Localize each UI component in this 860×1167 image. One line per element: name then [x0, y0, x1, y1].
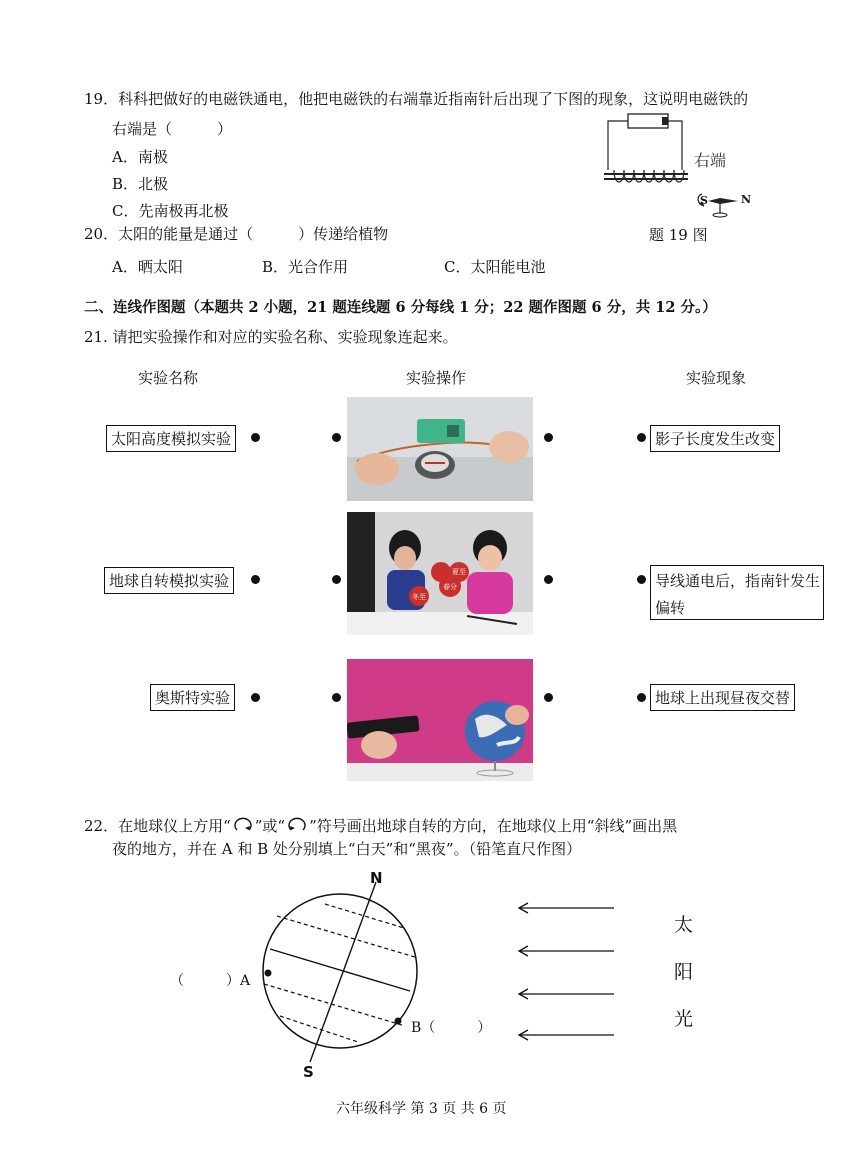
q19-right-end-label: 右端 [694, 151, 727, 170]
q22-globe-diagram [240, 866, 430, 1082]
q22-south-label: S [303, 1063, 314, 1081]
q21-dot-phen-2[interactable] [637, 575, 646, 584]
q21-header-phenomenon: 实验现象 [686, 369, 747, 387]
q21-photo-wire-compass [347, 397, 533, 501]
q21-prompt: 21. 请把实验操作和对应的实验名称、实验现象连起来。 [84, 328, 458, 346]
q21-dot-name-1[interactable] [251, 433, 260, 442]
q19-s-label: S [700, 194, 708, 207]
q21-phen-day-night: 地球上出现昼夜交替 [650, 684, 795, 711]
clockwise-arrow-icon [231, 815, 255, 835]
q19-figure [600, 108, 760, 223]
q19-option-c: C．先南极再北极 [112, 202, 229, 220]
q21-photo2-label-summer: 夏至 [452, 568, 466, 576]
q22-point-a-label[interactable]: （ ）A [170, 973, 251, 989]
q21-dot-photo-left-3[interactable] [332, 693, 341, 702]
q21-dot-phen-3[interactable] [637, 693, 646, 702]
q20-option-a: A．晒太阳 [112, 258, 183, 276]
q19-n-label: N [741, 193, 752, 206]
q22-sun-char-1: 太 [674, 914, 694, 936]
q22-sunlight-arrows [514, 896, 618, 1046]
page-footer: 六年级科学 第 3 页 共 6 页 [336, 1101, 507, 1117]
q21-photo-children-globe [347, 512, 533, 635]
q22-point-b-label[interactable]: B（ ） [411, 1020, 492, 1036]
q21-photo2-label-spring: 春分 [443, 583, 457, 591]
q22-sun-char-3: 光 [674, 1008, 694, 1030]
q21-name-sun-height: 太阳高度模拟实验 [106, 425, 236, 452]
q19-option-a: A．南极 [112, 148, 168, 166]
q21-dot-name-2[interactable] [251, 575, 260, 584]
q21-phen-compass-line2: 偏转 [655, 599, 686, 617]
q21-phen-compass-box [650, 565, 824, 620]
q20-option-b: B．光合作用 [262, 258, 349, 276]
q21-header-name: 实验名称 [138, 369, 199, 387]
section-2-heading: 二、连线作图题（本题共 2 小题，21 题连线题 6 分每线 1 分；22 题作图题 6 分，共 12 分。） [84, 299, 717, 316]
q20-option-c: C．太阳能电池 [444, 258, 546, 276]
q21-dot-photo-right-3[interactable] [544, 693, 553, 702]
q21-dot-name-3[interactable] [251, 693, 260, 702]
q21-photo2-label-winter: 冬至 [412, 593, 426, 601]
q21-header-operation: 实验操作 [406, 369, 467, 387]
q21-dot-photo-left-1[interactable] [332, 433, 341, 442]
q21-dot-photo-right-2[interactable] [544, 575, 553, 584]
q22-stem-part1: 22．在地球仪上方用“ [84, 817, 231, 835]
q21-phen-compass-line1: 导线通电后，指南针发生 [655, 572, 821, 590]
q22-sun-char-2: 阳 [674, 961, 694, 983]
q19-stem-line2: 右端是（ ） [112, 120, 233, 138]
counterclockwise-arrow-icon [285, 815, 309, 835]
q21-name-oersted: 奥斯特实验 [150, 684, 235, 711]
q21-phen-shadow: 影子长度发生改变 [650, 425, 780, 452]
q21-dot-photo-left-2[interactable] [332, 575, 341, 584]
q22-stem-part2: ”或“ [254, 817, 286, 835]
q22-stem-line1 [84, 815, 677, 836]
q20-stem: 20．太阳的能量是通过（ ）传递给植物 [84, 225, 389, 243]
q19-figure-caption: 题 19 图 [649, 226, 708, 244]
q22-stem-part3: ”符号画出地球自转的方向，在地球仪上用“斜线”画出黑 [309, 817, 678, 835]
q21-dot-phen-1[interactable] [637, 433, 646, 442]
q21-photo-globe-flashlight [347, 659, 533, 781]
q22-north-label: N [370, 869, 383, 887]
q19-option-b: B．北极 [112, 175, 169, 193]
q21-dot-photo-right-1[interactable] [544, 433, 553, 442]
q21-name-earth-rotation: 地球自转模拟实验 [104, 567, 234, 594]
q22-stem-line2: 夜的地方，并在 A 和 B 处分别填上“白天”和“黑夜”。（铅笔直尺作图） [112, 840, 582, 858]
q19-stem-line1: 19．科科把做好的电磁铁通电，他把电磁铁的右端靠近指南针后出现了下图的现象，这说明电磁铁的 [84, 90, 749, 108]
electromagnet-diagram [600, 108, 760, 223]
